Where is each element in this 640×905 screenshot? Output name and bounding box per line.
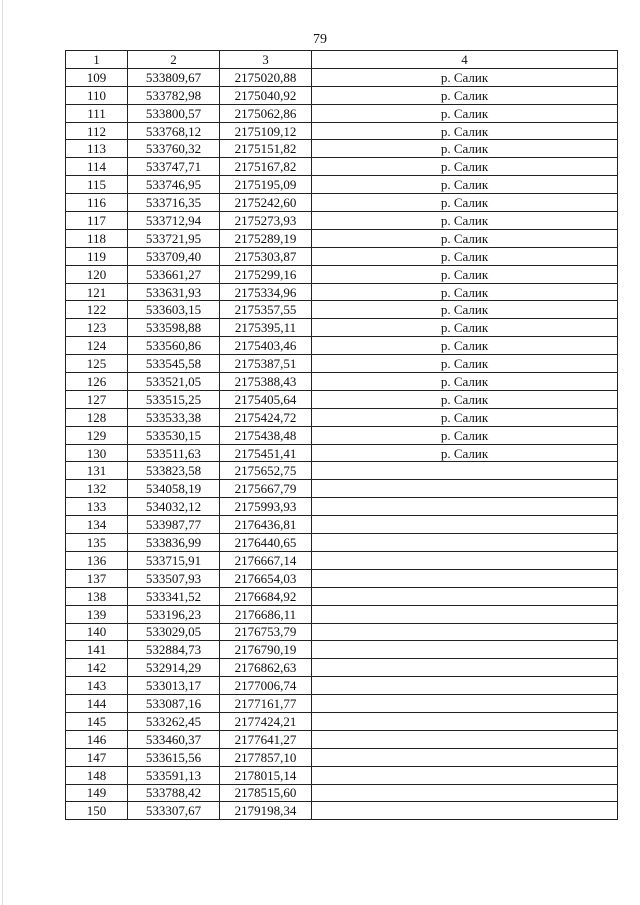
description-cell: р. Салик	[312, 408, 618, 426]
description-cell	[312, 516, 618, 534]
description-cell	[312, 480, 618, 498]
header-row	[66, 51, 618, 69]
description-cell	[312, 623, 618, 641]
table-row	[66, 444, 618, 462]
description-cell	[312, 784, 618, 802]
point-number-cell: 134	[66, 516, 128, 534]
point-number-cell: 115	[66, 176, 128, 194]
point-number-cell: 150	[66, 802, 128, 820]
point-number-cell: 138	[66, 587, 128, 605]
point-number-cell: 110	[66, 86, 128, 104]
description-cell	[312, 462, 618, 480]
description-cell: р. Салик	[312, 229, 618, 247]
coordinate-x-cell: 533746,95	[128, 176, 220, 194]
table-row	[66, 68, 618, 86]
coordinate-y-cell: 2175993,93	[220, 498, 312, 516]
coordinate-y-cell: 2176436,81	[220, 516, 312, 534]
coordinate-x-cell: 533598,88	[128, 319, 220, 337]
coordinate-y-cell: 2175388,43	[220, 373, 312, 391]
header-col-1: 1	[66, 51, 128, 69]
point-number-cell: 113	[66, 140, 128, 158]
coordinate-y-cell: 2175242,60	[220, 194, 312, 212]
header-col-3: 3	[220, 51, 312, 69]
table-row	[66, 462, 618, 480]
coordinate-y-cell: 2178515,60	[220, 784, 312, 802]
table-row	[66, 784, 618, 802]
coordinate-x-cell: 533800,57	[128, 104, 220, 122]
coordinate-x-cell: 533530,15	[128, 426, 220, 444]
coordinate-x-cell: 533661,27	[128, 265, 220, 283]
point-number-cell: 131	[66, 462, 128, 480]
description-cell	[312, 730, 618, 748]
table-row	[66, 319, 618, 337]
coordinate-y-cell: 2176440,65	[220, 534, 312, 552]
point-number-cell: 144	[66, 695, 128, 713]
table-row	[66, 712, 618, 730]
point-number-cell: 112	[66, 122, 128, 140]
point-number-cell: 125	[66, 355, 128, 373]
description-cell	[312, 551, 618, 569]
point-number-cell: 123	[66, 319, 128, 337]
coordinate-x-cell: 533615,56	[128, 748, 220, 766]
description-cell	[312, 569, 618, 587]
coordinate-x-cell: 533545,58	[128, 355, 220, 373]
coordinate-x-cell: 533809,67	[128, 68, 220, 86]
table-row	[66, 623, 618, 641]
coordinate-y-cell: 2175395,11	[220, 319, 312, 337]
description-cell: р. Салик	[312, 355, 618, 373]
coordinate-y-cell: 2177857,10	[220, 748, 312, 766]
table-row	[66, 569, 618, 587]
table-row	[66, 194, 618, 212]
coordinate-y-cell: 2175040,92	[220, 86, 312, 104]
coordinate-y-cell: 2175667,79	[220, 480, 312, 498]
description-cell	[312, 748, 618, 766]
point-number-cell: 118	[66, 229, 128, 247]
point-number-cell: 142	[66, 659, 128, 677]
coordinate-x-cell: 533760,32	[128, 140, 220, 158]
header-col-4: 4	[312, 51, 618, 69]
table-row	[66, 748, 618, 766]
coordinate-y-cell: 2175109,12	[220, 122, 312, 140]
coordinate-x-cell: 533716,35	[128, 194, 220, 212]
coordinate-y-cell: 2175273,93	[220, 212, 312, 230]
coordinate-y-cell: 2175357,55	[220, 301, 312, 319]
coordinate-x-cell: 533591,13	[128, 766, 220, 784]
coordinates-table	[65, 50, 618, 820]
description-cell: р. Салик	[312, 283, 618, 301]
coordinate-x-cell: 533768,12	[128, 122, 220, 140]
coordinate-x-cell: 533262,45	[128, 712, 220, 730]
point-number-cell: 128	[66, 408, 128, 426]
description-cell	[312, 766, 618, 784]
coordinate-y-cell: 2176686,11	[220, 605, 312, 623]
coordinate-x-cell: 533712,94	[128, 212, 220, 230]
coordinate-y-cell: 2177006,74	[220, 677, 312, 695]
coordinate-y-cell: 2175303,87	[220, 247, 312, 265]
point-number-cell: 127	[66, 390, 128, 408]
description-cell: р. Салик	[312, 426, 618, 444]
description-cell: р. Салик	[312, 301, 618, 319]
scan-edge-line	[2, 0, 3, 905]
coordinate-y-cell: 2177641,27	[220, 730, 312, 748]
description-cell: р. Салик	[312, 122, 618, 140]
table-row	[66, 122, 618, 140]
table-body	[66, 68, 618, 819]
coordinate-y-cell: 2175438,48	[220, 426, 312, 444]
description-cell: р. Салик	[312, 86, 618, 104]
table-header	[66, 51, 618, 69]
coordinate-y-cell: 2175334,96	[220, 283, 312, 301]
description-cell	[312, 587, 618, 605]
point-number-cell: 129	[66, 426, 128, 444]
description-cell	[312, 695, 618, 713]
point-number-cell: 136	[66, 551, 128, 569]
table-row	[66, 551, 618, 569]
coordinate-x-cell: 534058,19	[128, 480, 220, 498]
point-number-cell: 143	[66, 677, 128, 695]
description-cell: р. Салик	[312, 68, 618, 86]
coordinate-y-cell: 2175151,82	[220, 140, 312, 158]
table-row	[66, 337, 618, 355]
coordinate-x-cell: 533823,58	[128, 462, 220, 480]
coordinate-x-cell: 533013,17	[128, 677, 220, 695]
coordinate-x-cell: 532914,29	[128, 659, 220, 677]
coordinate-y-cell: 2175299,16	[220, 265, 312, 283]
coordinate-y-cell: 2175167,82	[220, 158, 312, 176]
description-cell: р. Салик	[312, 140, 618, 158]
point-number-cell: 145	[66, 712, 128, 730]
coordinate-x-cell: 533836,99	[128, 534, 220, 552]
table-row	[66, 659, 618, 677]
description-cell: р. Салик	[312, 194, 618, 212]
coordinate-x-cell: 533341,52	[128, 587, 220, 605]
coordinate-y-cell: 2175062,86	[220, 104, 312, 122]
point-number-cell: 139	[66, 605, 128, 623]
coordinate-y-cell: 2177424,21	[220, 712, 312, 730]
point-number-cell: 130	[66, 444, 128, 462]
table-row	[66, 283, 618, 301]
coordinate-x-cell: 533515,25	[128, 390, 220, 408]
table-row	[66, 265, 618, 283]
point-number-cell: 149	[66, 784, 128, 802]
point-number-cell: 111	[66, 104, 128, 122]
table-row	[66, 390, 618, 408]
point-number-cell: 114	[66, 158, 128, 176]
coordinate-y-cell: 2178015,14	[220, 766, 312, 784]
point-number-cell: 140	[66, 623, 128, 641]
table-row	[66, 426, 618, 444]
table-row	[66, 104, 618, 122]
table-row	[66, 373, 618, 391]
description-cell: р. Салик	[312, 373, 618, 391]
point-number-cell: 141	[66, 641, 128, 659]
point-number-cell: 148	[66, 766, 128, 784]
coordinate-x-cell: 533560,86	[128, 337, 220, 355]
point-number-cell: 137	[66, 569, 128, 587]
table-row	[66, 766, 618, 784]
coordinate-y-cell: 2175289,19	[220, 229, 312, 247]
point-number-cell: 124	[66, 337, 128, 355]
description-cell	[312, 534, 618, 552]
description-cell	[312, 802, 618, 820]
point-number-cell: 122	[66, 301, 128, 319]
coordinate-y-cell: 2175405,64	[220, 390, 312, 408]
point-number-cell: 109	[66, 68, 128, 86]
description-cell: р. Салик	[312, 444, 618, 462]
coordinate-x-cell: 533196,23	[128, 605, 220, 623]
coordinate-y-cell: 2175387,51	[220, 355, 312, 373]
coordinate-y-cell: 2175020,88	[220, 68, 312, 86]
table-row	[66, 587, 618, 605]
coordinate-x-cell: 533987,77	[128, 516, 220, 534]
table-row	[66, 86, 618, 104]
description-cell: р. Салик	[312, 319, 618, 337]
coordinate-y-cell: 2175195,09	[220, 176, 312, 194]
coordinate-x-cell: 533721,95	[128, 229, 220, 247]
header-col-2: 2	[128, 51, 220, 69]
point-number-cell: 146	[66, 730, 128, 748]
point-number-cell: 132	[66, 480, 128, 498]
coordinate-x-cell: 533788,42	[128, 784, 220, 802]
table-row	[66, 140, 618, 158]
table-row	[66, 695, 618, 713]
coordinate-x-cell: 533747,71	[128, 158, 220, 176]
description-cell: р. Салик	[312, 212, 618, 230]
coordinate-y-cell: 2179198,34	[220, 802, 312, 820]
coordinate-y-cell: 2176667,14	[220, 551, 312, 569]
point-number-cell: 117	[66, 212, 128, 230]
table-row	[66, 605, 618, 623]
coordinate-x-cell: 533511,63	[128, 444, 220, 462]
coordinate-x-cell: 533782,98	[128, 86, 220, 104]
description-cell	[312, 641, 618, 659]
coordinate-y-cell: 2175424,72	[220, 408, 312, 426]
description-cell	[312, 712, 618, 730]
table-row	[66, 229, 618, 247]
description-cell	[312, 605, 618, 623]
description-cell: р. Салик	[312, 265, 618, 283]
coordinate-y-cell: 2176790,19	[220, 641, 312, 659]
point-number-cell: 116	[66, 194, 128, 212]
description-cell	[312, 498, 618, 516]
description-cell: р. Салик	[312, 390, 618, 408]
description-cell: р. Салик	[312, 158, 618, 176]
description-cell: р. Салик	[312, 337, 618, 355]
page-number: 79	[313, 32, 327, 47]
description-cell: р. Салик	[312, 176, 618, 194]
table-row	[66, 176, 618, 194]
coordinate-x-cell: 533533,38	[128, 408, 220, 426]
coordinate-y-cell: 2175451,41	[220, 444, 312, 462]
coordinate-x-cell: 533087,16	[128, 695, 220, 713]
table-row	[66, 212, 618, 230]
table-row	[66, 641, 618, 659]
table-row	[66, 158, 618, 176]
table-row	[66, 677, 618, 695]
table-row	[66, 408, 618, 426]
point-number-cell: 133	[66, 498, 128, 516]
coordinate-x-cell: 532884,73	[128, 641, 220, 659]
point-number-cell: 147	[66, 748, 128, 766]
point-number-cell: 126	[66, 373, 128, 391]
table-row	[66, 534, 618, 552]
coordinate-y-cell: 2175403,46	[220, 337, 312, 355]
point-number-cell: 120	[66, 265, 128, 283]
coordinate-x-cell: 533521,05	[128, 373, 220, 391]
coordinate-x-cell: 533029,05	[128, 623, 220, 641]
description-cell: р. Салик	[312, 247, 618, 265]
coordinate-y-cell: 2176753,79	[220, 623, 312, 641]
point-number-cell: 135	[66, 534, 128, 552]
coordinate-y-cell: 2175652,75	[220, 462, 312, 480]
coordinate-y-cell: 2177161,77	[220, 695, 312, 713]
coordinate-x-cell: 533307,67	[128, 802, 220, 820]
coordinate-x-cell: 533507,93	[128, 569, 220, 587]
coordinate-y-cell: 2176684,92	[220, 587, 312, 605]
table-row	[66, 730, 618, 748]
table-row	[66, 498, 618, 516]
description-cell	[312, 659, 618, 677]
table-row	[66, 802, 618, 820]
description-cell	[312, 677, 618, 695]
coordinate-x-cell: 533460,37	[128, 730, 220, 748]
coordinate-x-cell: 533631,93	[128, 283, 220, 301]
table-row	[66, 355, 618, 373]
coordinate-y-cell: 2176654,03	[220, 569, 312, 587]
coordinate-x-cell: 533709,40	[128, 247, 220, 265]
table-row	[66, 247, 618, 265]
coordinate-x-cell: 533603,15	[128, 301, 220, 319]
coordinate-y-cell: 2176862,63	[220, 659, 312, 677]
coordinate-x-cell: 534032,12	[128, 498, 220, 516]
point-number-cell: 119	[66, 247, 128, 265]
coordinate-x-cell: 533715,91	[128, 551, 220, 569]
point-number-cell: 121	[66, 283, 128, 301]
table-row	[66, 480, 618, 498]
table-row	[66, 516, 618, 534]
description-cell: р. Салик	[312, 104, 618, 122]
table-row	[66, 301, 618, 319]
